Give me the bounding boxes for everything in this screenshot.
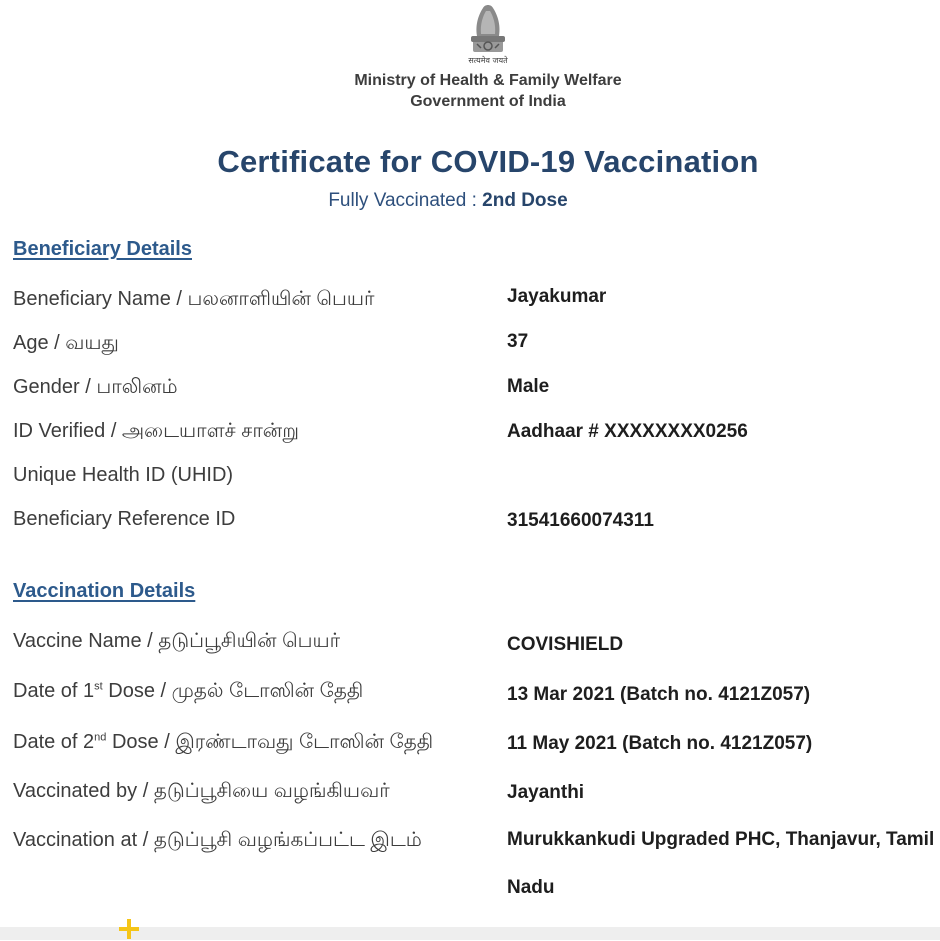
vaccine-name-value: COVISHIELD (507, 634, 624, 655)
ministry-name: Ministry of Health & Family Welfare (354, 72, 622, 89)
gender-label: Gender / பாலினம் (13, 376, 178, 398)
id-verified-label: ID Verified / அடையாளச் சான்று (13, 420, 299, 442)
gender-value: Male (507, 376, 550, 397)
vaccinated-by-value: Jayanthi (507, 782, 585, 803)
bottom-bar (0, 927, 940, 940)
reference-id-value: 31541660074311 (507, 510, 654, 531)
second-dose-label-sup: nd (94, 731, 107, 744)
first-dose-value: 13 Mar 2021 (Batch no. 4121Z057) (507, 684, 811, 705)
second-dose-label-post: Dose / இரண்டாவது டோஸின் தேதி (106, 731, 434, 753)
age-label: Age / வயது (13, 332, 119, 354)
uhid-label: Unique Health ID (UHID) (13, 464, 234, 486)
national-emblem-icon (459, 0, 517, 56)
status-label: Fully Vaccinated : (328, 190, 477, 211)
first-dose-label (13, 680, 363, 705)
beneficiary-name-label: Beneficiary Name / பலனாளியின் பெயர் (13, 288, 375, 310)
second-dose-label-pre: Date of 2 (13, 731, 95, 753)
vaccination-at-label: Vaccination at / தடுப்பூசி வழங்கப்பட்ட இடம் (13, 829, 422, 851)
vaccination-details-heading: Vaccination Details (13, 580, 196, 602)
second-dose-label (13, 731, 433, 756)
plus-icon[interactable] (117, 917, 141, 941)
vaccine-name-label: Vaccine Name / தடுப்பூசியின் பெயர் (13, 630, 341, 652)
certificate-title: Certificate for COVID-19 Vaccination (217, 144, 759, 179)
vaccinated-by-label: Vaccinated by / தடுப்பூசியை வழங்கியவர் (13, 780, 390, 802)
vaccination-at-value: Murukkankudi Upgraded PHC, Thanjavur, Tamil Nadu (507, 829, 935, 898)
vaccination-status (0, 190, 896, 212)
beneficiary-details-heading: Beneficiary Details (13, 238, 192, 260)
national-motto: सत्यमेव जयते (468, 56, 508, 65)
id-verified-value: Aadhaar # XXXXXXXX0256 (507, 421, 748, 442)
first-dose-label-sup: st (94, 680, 103, 693)
status-value: 2nd Dose (482, 190, 568, 211)
second-dose-value: 11 May 2021 (Batch no. 4121Z057) (507, 733, 813, 754)
government-name: Government of India (410, 93, 566, 110)
reference-id-label: Beneficiary Reference ID (13, 508, 236, 530)
age-value: 37 (507, 331, 529, 352)
beneficiary-name-value: Jayakumar (507, 286, 607, 307)
first-dose-label-pre: Date of 1 (13, 680, 95, 702)
first-dose-label-post: Dose / முதல் டோஸின் தேதி (102, 680, 364, 702)
